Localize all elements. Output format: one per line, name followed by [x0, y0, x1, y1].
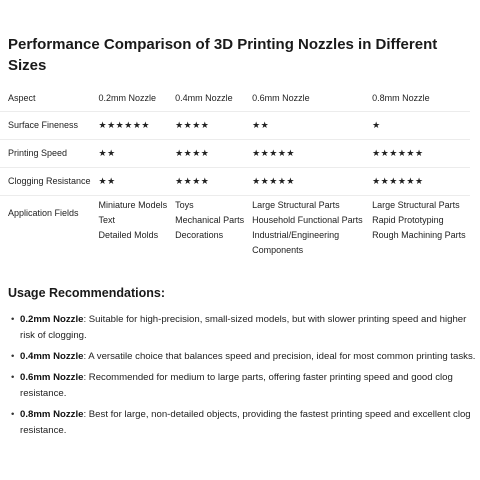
table-row-printing-speed [0, 140, 470, 168]
application-cell [91, 196, 168, 263]
application-item: Large Structural Parts [372, 200, 460, 210]
table-row-application-fields [0, 196, 470, 263]
row-aspect-label: Application Fields [8, 208, 79, 218]
usage-list [0, 312, 480, 444]
rating-stars: ★★★★★★ [364, 168, 470, 196]
application-item: Mechanical Parts [175, 215, 245, 225]
rating-stars: ★★★★ [167, 140, 244, 168]
header-aspect: Aspect [0, 86, 91, 112]
rating-stars: ★★★★ [167, 112, 244, 140]
application-item: Household Functional Parts [252, 215, 363, 225]
nozzle-label: 0.6mm Nozzle [20, 372, 84, 383]
rating-stars: ★★★★★ [244, 168, 364, 196]
list-item [20, 370, 480, 402]
application-item: Detailed Molds [98, 230, 159, 240]
rating-stars: ★ [364, 112, 470, 140]
row-aspect-label: Surface Fineness [0, 112, 91, 140]
recommendation-text: : Recommended for medium to large parts, offering faster printing speed and good clog resistance. [20, 372, 453, 399]
nozzle-label: 0.8mm Nozzle [20, 409, 84, 420]
application-item: Text [98, 215, 116, 225]
list-item [20, 349, 480, 365]
comparison-table [0, 86, 470, 262]
rating-stars: ★★★★★ [244, 140, 364, 168]
row-aspect-label: Printing Speed [0, 140, 91, 168]
recommendation-text: : Suitable for high-precision, small-sized models, but with slower printing speed and higher risk of clogging. [20, 314, 467, 341]
header-nozzle-02: 0.2mm Nozzle [91, 86, 168, 112]
recommendation-text: : A versatile choice that balances speed and precision, ideal for most common printing tasks. [83, 351, 476, 362]
application-item: Rapid Prototyping [372, 215, 444, 225]
list-item [20, 312, 480, 344]
nozzle-label: 0.4mm Nozzle [20, 351, 84, 362]
rating-stars: ★★ [91, 168, 168, 196]
page-title: Performance Comparison of 3D Printing Nozzles in Different Sizes [8, 36, 438, 74]
nozzle-label: 0.2mm Nozzle [20, 314, 84, 325]
application-cell [167, 196, 244, 263]
rating-stars: ★★ [244, 112, 364, 140]
rating-stars: ★★★★★★ [91, 112, 168, 140]
usage-heading: Usage Recommendations: [8, 286, 165, 300]
table-row-surface-fineness [0, 112, 470, 140]
application-cell [364, 196, 470, 263]
application-cell [244, 196, 364, 263]
application-item: Industrial/Engineering [252, 230, 340, 240]
header-nozzle-04: 0.4mm Nozzle [167, 86, 244, 112]
header-nozzle-08: 0.8mm Nozzle [364, 86, 470, 112]
application-item: Rough Machining Parts [372, 230, 466, 240]
row-aspect-label: Clogging Resistance [0, 168, 91, 196]
table-row-clogging-resistance [0, 168, 470, 196]
application-item: Decorations [175, 230, 224, 240]
rating-stars: ★★★★ [167, 168, 244, 196]
application-item: Toys [175, 200, 194, 210]
rating-stars: ★★ [91, 140, 168, 168]
application-item: Components [252, 245, 304, 255]
application-item: Large Structural Parts [252, 200, 340, 210]
rating-stars: ★★★★★★ [364, 140, 470, 168]
header-nozzle-06: 0.6mm Nozzle [244, 86, 364, 112]
recommendation-text: : Best for large, non-detailed objects, providing the fastest printing speed and excellent clog resistance. [20, 409, 471, 436]
application-item: Miniature Models [98, 200, 168, 210]
table-header-row [0, 86, 470, 112]
list-item [20, 407, 480, 439]
